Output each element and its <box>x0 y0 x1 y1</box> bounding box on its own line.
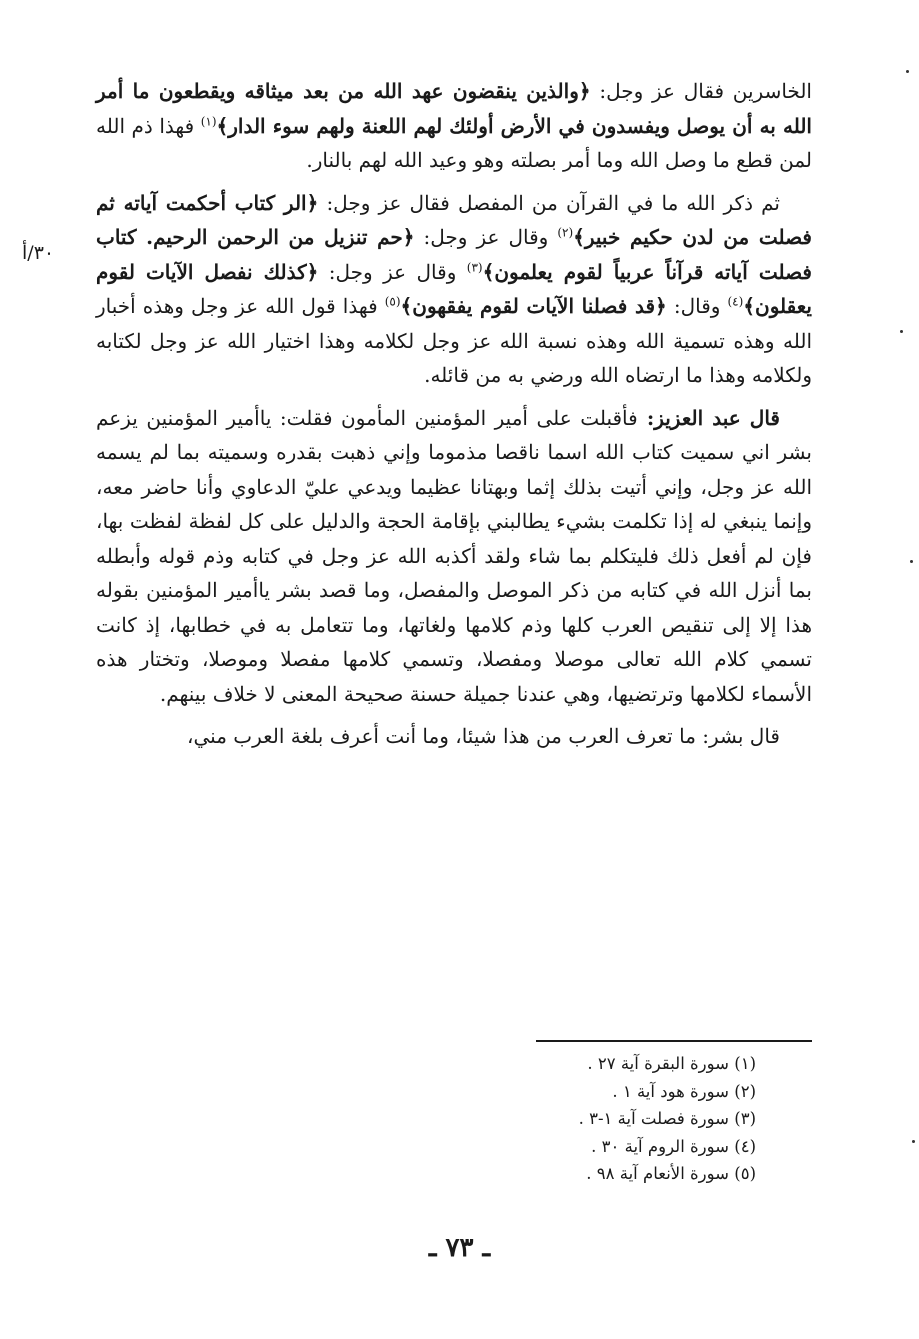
text-run: وقال عز وجل: <box>414 225 558 249</box>
footnote-ref: (٤) <box>727 294 744 309</box>
paragraph-3 <box>96 401 812 712</box>
footnote-ref: (١) <box>200 113 217 128</box>
footnote-4: (٤) سورة الروم آية ٣٠ . <box>591 1136 756 1156</box>
text-run: ثم ذكر الله ما في القرآن من المفصل فقال عز وجل: <box>318 190 780 215</box>
text-run: فهذا ذم الله لمن قطع ما وصل الله وما أمر بصلته وهو وعيد الله لهم بالنار. <box>96 113 812 172</box>
text-run: فأقبلت على أمير المؤمنين المأمون فقلت: ياأمير المؤمنين يزعم بشر اني سميت كتاب الله اسما ناقصا مذموما وإني ذهبت بقدره وسميته بما لم يسمه الله عز وجل، وإني أتيت بذلك إثما وبهتانا عظيما ويدعي عليّ الدعاوي وأنا حاضر معه، وإنما ينبغي له إذا تكلمت بشيء يطالبني بإقامة الحجة والدليل على كل لفظة لفظت بها، فإن لم أفعل ذلك فليتكلم بما شاء ولقد أكذبه الله عز وجل في كتابه وذم قوله وأبطله بما أنزل الله في كتابه من ذكر الموصل والمفصل، وما قصد بشر ياأمير المؤمنين بقوله هذا إلا إلى تنقيص العرب كلها وذم كلامها ولغاتها، وما تتعامل به في خطابها، إذ كانت تسمي كلام الله تعالى موصلا ومفصلا، وتسمي كلامها مفصلا وموصلا، وتختار هذه الأسماء لكلامها وترتضيها، وهي عندنا جميلة حسنة صحيحة المعنى لا خلاف بينهم. <box>96 405 812 706</box>
quoted-text: ﴿كذلك نفصل الآيات لقوم يعقلون﴾ <box>96 259 812 318</box>
main-text <box>96 74 812 762</box>
paragraph-2 <box>96 186 812 393</box>
margin-folio-note: ٣٠/أ <box>22 242 55 264</box>
footnote-5: (٥) سورة الأنعام آية ٩٨ . <box>586 1164 756 1183</box>
quoted-text: ﴿قد فصلنا الآيات لقوم يفقهون﴾ <box>400 294 667 318</box>
page-number: ـ ٧٣ ـ <box>428 1233 491 1263</box>
footnote-ref: (٥) <box>384 294 401 309</box>
text-run: فهذا قول الله عز وجل وهذه أخبار الله وهذه تسمية الله وهذه نسبة الله عز وجل لكلامه وهذا اختيار الله عز وجل لكتابه ولكلامه وهذا ما ارتضاه الله ورضي به من قائله. <box>96 294 812 387</box>
quoted-text: ﴿والذين ينقضون عهد الله من بعد ميثاقه ويقطعون ما أمر الله به أن يوصل ويفسدون في الأرض أولئك لهم اللعنة ولهم سوء الدار﴾ <box>96 79 812 138</box>
quoted-text: ﴿الر كتاب أحكمت آياته ثم فصلت من لدن حكيم خبير﴾ <box>96 190 812 249</box>
footnote-ref: (٢) <box>557 225 574 240</box>
footnote-divider <box>536 1040 812 1042</box>
quoted-text: ﴿حم تنزيل من الرحمن الرحيم. كتاب فصلت آياته قرآناً عربياً لقوم يعلمون﴾ <box>96 225 812 284</box>
paragraph-1 <box>96 74 812 178</box>
scan-speck <box>910 560 913 563</box>
text-run: وقال عز وجل: <box>318 259 467 284</box>
text-run: قال بشر: ما تعرف العرب من هذا شيئا، وما أنت أعرف بلغة العرب مني، <box>187 724 780 748</box>
footnotes-list <box>420 1050 756 1188</box>
footnote-ref: (٣) <box>466 259 483 274</box>
scan-speck <box>900 330 903 333</box>
paragraph-4 <box>96 719 812 754</box>
text-run: الخاسرين فقال عز وجل: <box>590 79 812 103</box>
quoted-text: قال عبد العزيز: <box>637 405 780 430</box>
footnote-2: (٢) سورة هود آية ١ . <box>612 1081 756 1101</box>
text-run: وقال: <box>666 294 728 318</box>
scan-speck <box>906 70 909 73</box>
footnote-3: (٣) سورة فصلت آية ١-٣ . <box>578 1109 756 1128</box>
scan-speck <box>912 1140 915 1143</box>
footnote-1: (١) سورة البقرة آية ٢٧ . <box>587 1054 756 1073</box>
